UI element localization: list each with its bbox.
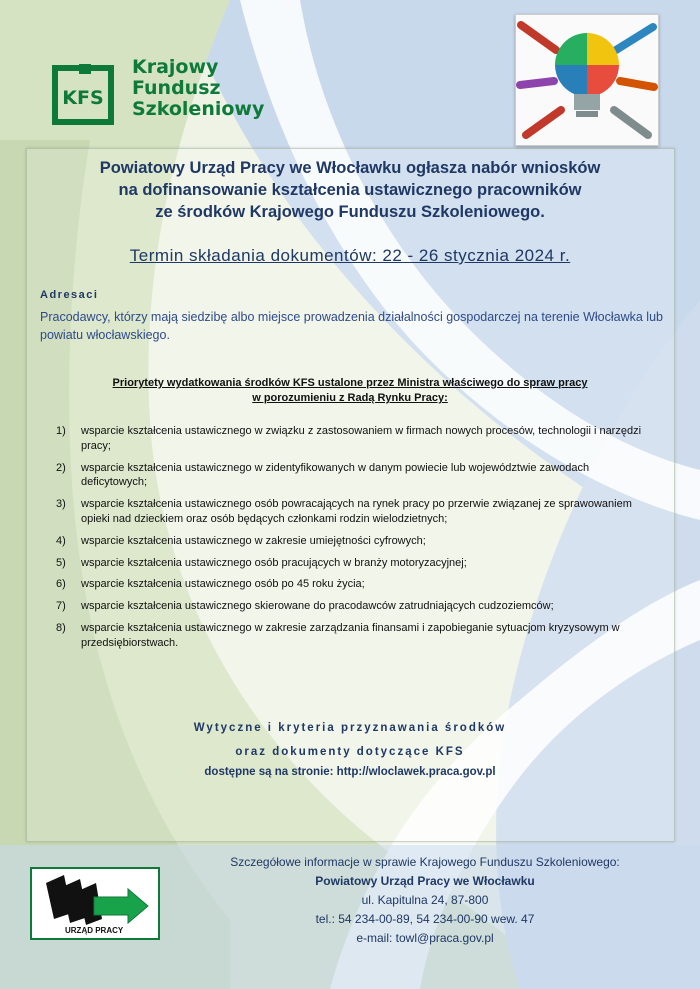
list-item-number: 1) xyxy=(56,425,66,437)
guidelines-line-1: Wytyczne i kryteria przyznawania środków xyxy=(193,722,507,734)
list-item-number: 6) xyxy=(56,578,66,591)
list-item xyxy=(56,497,646,527)
contact-office-name: Powiatowy Urząd Pracy we Włocławku xyxy=(315,874,535,888)
headline-line-1: Powiatowy Urząd Pracy we Włocławku ogłasza nabór wniosków xyxy=(99,159,601,177)
list-item-number: 2) xyxy=(56,461,66,474)
headline-line-2: na dofinansowanie kształcenia ustawicznego pracowników xyxy=(118,181,582,199)
contact-intro: Szczegółowe informacje w sprawie Krajowego Funduszu Szkoleniowego: xyxy=(230,855,620,869)
guidelines-line-2: oraz dokumenty dotyczące KFS xyxy=(235,746,465,758)
kfs-logo-line2: Fundusz xyxy=(132,77,221,99)
kfs-logo-line1: Krajowy xyxy=(132,56,219,78)
contact-phone: tel.: 54 234-00-89, 54 234-00-90 wew. 47 xyxy=(315,912,535,926)
priorities-heading-line-2: w porozumieniu z Radą Rynku Pracy: xyxy=(252,392,448,404)
list-item-text: wsparcie kształcenia ustawicznego w zakresie umiejętności cyfrowych; xyxy=(81,534,426,547)
list-item xyxy=(56,424,646,454)
list-item-number: 8) xyxy=(56,621,66,634)
headline-line-3: ze środków Krajowego Funduszu Szkoleniowego. xyxy=(155,203,545,221)
list-item-text: wsparcie kształcenia ustawicznego w związku z zastosowaniem w firmach nowych procesów, technologii i narzędzi pracy; xyxy=(81,425,642,452)
contact-address: ul. Kapitulna 24, 87-800 xyxy=(361,893,489,907)
list-item-number: 3) xyxy=(56,498,66,511)
urzad-pracy-logo xyxy=(30,867,160,940)
urzad-pracy-icon xyxy=(32,869,158,938)
priorities-heading xyxy=(40,376,660,406)
list-item-number: 7) xyxy=(56,600,66,613)
list-item-number: 4) xyxy=(56,534,66,547)
guidelines-block xyxy=(120,716,580,764)
addressees-heading: Adresaci xyxy=(40,289,99,301)
guidelines-website-link[interactable]: dostępne są na stronie: http://wloclawek.praca.gov.pl xyxy=(204,766,496,778)
addressees-text: Pracodawcy, którzy mają siedzibę albo miejsce prowadzenia działalności gospodarczej na terenie Włocławka lub powiatu włocławskiego. xyxy=(40,310,663,342)
puzzle-bulb-icon xyxy=(516,15,658,145)
list-item xyxy=(56,621,646,651)
list-item xyxy=(56,599,646,614)
puzzle-lightbulb-image xyxy=(515,14,659,146)
list-item-text: wsparcie kształcenia ustawicznego osób powracających na rynek pracy po przerwie związanej ze sprawowaniem opieki nad dzieckiem oraz osób będących członkami rodzin wielodzietnych; xyxy=(81,498,632,525)
urzad-pracy-logo-label: URZĄD PRACY xyxy=(65,926,124,935)
list-item-number: 5) xyxy=(56,556,66,569)
contact-email[interactable]: e-mail: towl@praca.gov.pl xyxy=(356,931,494,945)
list-item xyxy=(56,534,646,549)
contact-info xyxy=(195,853,655,948)
list-item-text: wsparcie kształcenia ustawicznego skierowane do pracodawców zatrudniających cudzoziemców; xyxy=(81,600,554,613)
list-item-text: wsparcie kształcenia ustawicznego osób po 45 roku życia; xyxy=(81,578,365,591)
priorities-list xyxy=(56,424,646,651)
list-item xyxy=(56,556,646,571)
submission-deadline: Termin składania dokumentów: 22 - 26 stycznia 2024 r. xyxy=(129,246,571,265)
announcement-headline xyxy=(40,157,660,223)
list-item xyxy=(56,461,646,491)
list-item-text: wsparcie kształcenia ustawicznego osób pracujących w branży motoryzacyjnej; xyxy=(81,556,467,569)
kfs-logo-name xyxy=(132,57,264,120)
priorities-heading-line-1: Priorytety wydatkowania środków KFS ustalone przez Ministra właściwego do spraw pracy xyxy=(112,377,588,389)
kfs-logo-line3: Szkoleniowy xyxy=(132,98,265,120)
kfs-logo-abbr: KFS xyxy=(62,87,104,109)
list-item-text: wsparcie kształcenia ustawicznego w zakresie zarządzania finansami i zapobieganie sytuacjom kryzysowym w przedsiębiorstwach. xyxy=(81,621,620,649)
list-item-text: wsparcie kształcenia ustawicznego w zidentyfikowanych w danym powiecie lub województwie zawodach deficytowych; xyxy=(81,461,590,489)
list-item xyxy=(56,577,646,592)
